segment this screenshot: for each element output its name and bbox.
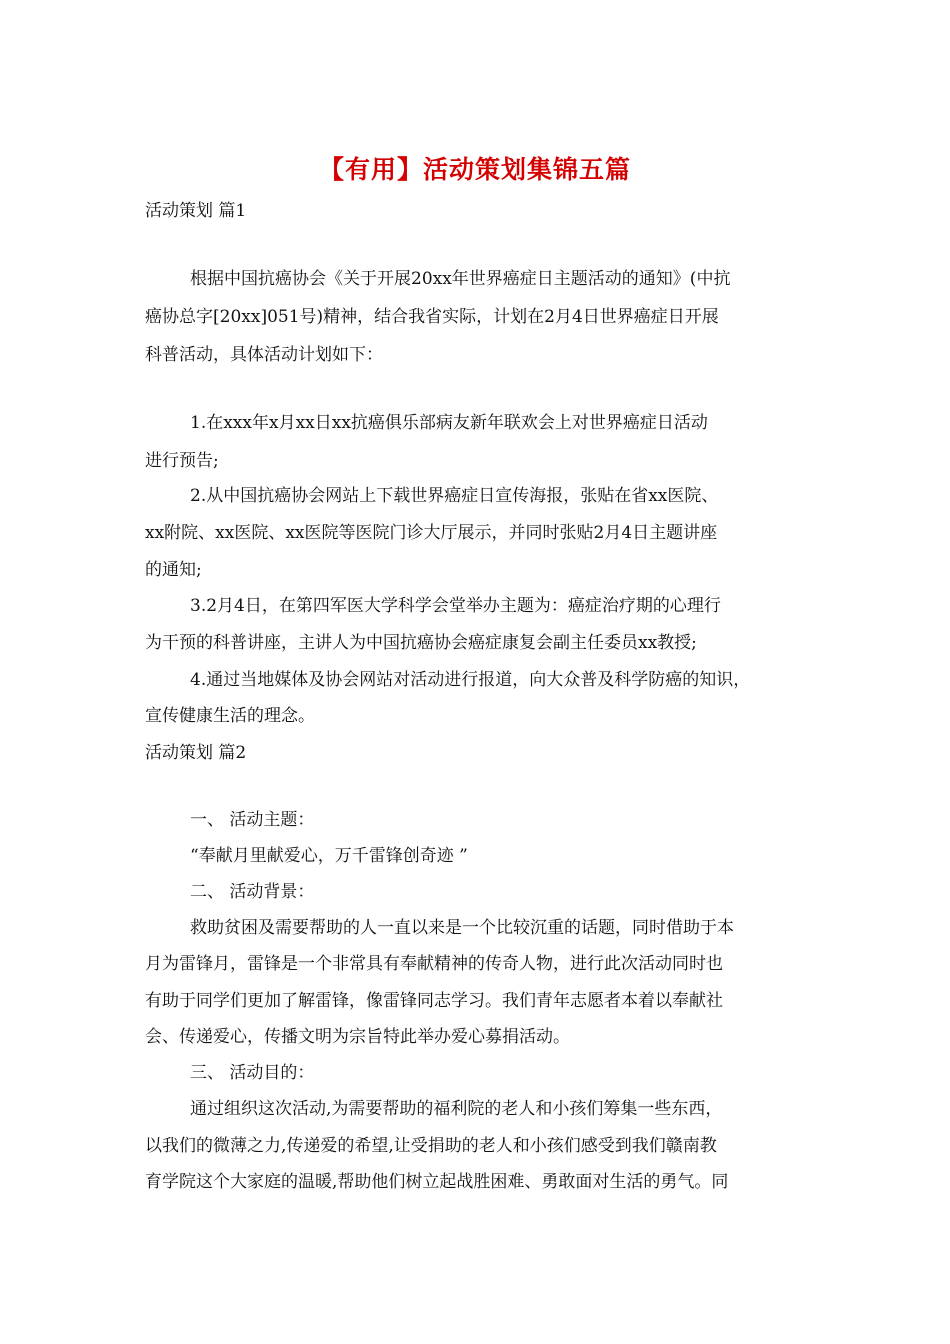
subheading: 二、 活动背景： (190, 882, 315, 902)
list-item-continuation: 进行预告; (145, 451, 219, 471)
paragraph-line: 科普活动，具体活动计划如下： (145, 345, 383, 365)
list-item: 3.2月4日，在第四军医大学科学会堂举办主题为：癌症治疗期的心理行 (190, 596, 721, 616)
list-item-continuation: 宣传健康生活的理念。 (145, 706, 315, 726)
paragraph-line: 有助于同学们更加了解雷锋，像雷锋同志学习。我们青年志愿者本着以奉献社 (145, 991, 723, 1011)
list-item: 1.在xxx年x月xx日xx抗癌俱乐部病友新年联欢会上对世界癌症日活动 (190, 413, 708, 433)
paragraph-line: 育学院这个大家庭的温暖,帮助他们树立起战胜困难、勇敢面对生活的勇气。同 (145, 1172, 729, 1192)
paragraph-line: 救助贫困及需要帮助的人一直以来是一个比较沉重的话题，同时借助于本 (190, 918, 734, 938)
paragraph-line: 会、传递爱心，传播文明为宗旨特此举办爱心募捐活动。 (145, 1027, 570, 1047)
subheading: 三、 活动目的： (190, 1063, 315, 1083)
list-item-continuation: xx附院、xx医院、xx医院等医院门诊大厅展示，并同时张贴2月4日主题讲座 (145, 523, 718, 543)
section-heading: 活动策划 篇1 (145, 201, 247, 221)
list-item: 4.通过当地媒体及协会网站对活动进行报道，向大众普及科学防癌的知识， (190, 670, 751, 690)
document-title: 【有用】活动策划集锦五篇 (318, 155, 631, 184)
paragraph-line: 根据中国抗癌协会《关于开展20xx年世界癌症日主题活动的通知》(中抗 (190, 269, 731, 289)
subheading: 一、 活动主题： (190, 810, 315, 830)
list-item-continuation: 为干预的科普讲座，主讲人为中国抗癌协会癌症康复会副主任委员xx教授; (145, 633, 697, 653)
paragraph-line: 月为雷锋月，雷锋是一个非常具有奉献精神的传奇人物，进行此次活动同时也 (145, 954, 723, 974)
list-item-continuation: 的通知; (145, 560, 202, 580)
theme-slogan: “奉献月里献爱心，万千雷锋创奇迹 ” (190, 846, 468, 866)
paragraph-line: 癌协总字[20xx]051号)精神，结合我省实际，计划在2月4日世界癌症日开展 (145, 307, 719, 327)
list-item: 2.从中国抗癌协会网站上下载世界癌症日宣传海报，张贴在省xx医院、 (190, 486, 719, 506)
paragraph-line: 通过组织这次活动,为需要帮助的福利院的老人和小孩们筹集一些东西， (190, 1099, 723, 1119)
paragraph-line: 以我们的微薄之力,传递爱的希望,让受捐助的老人和小孩们感受到我们赣南教 (145, 1136, 717, 1156)
section-heading: 活动策划 篇2 (145, 743, 247, 763)
